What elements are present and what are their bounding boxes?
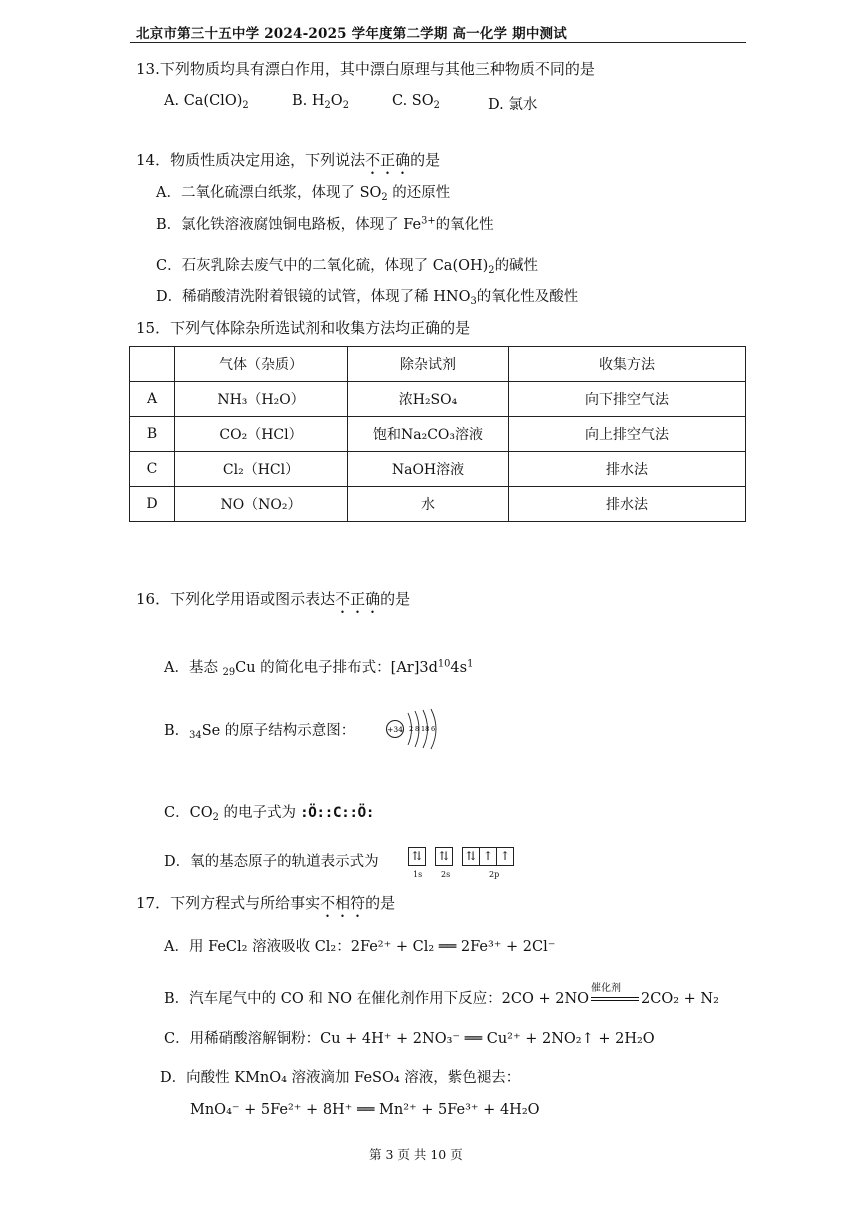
q13-stem: 13.下列物质均具有漂白作用，其中漂白原理与其他三种物质不同的是: [136, 60, 595, 78]
q13-option-b: B. $H_2O_2$: [292, 93, 349, 111]
row-label: D: [130, 487, 175, 522]
q15-table: [129, 346, 746, 522]
reagent-cell: NaOH溶液: [348, 452, 509, 487]
method-cell: 排水法: [509, 452, 746, 487]
q16-option-c: C．$CO_2$ 的电子式为 :Ö::C::Ö:: [164, 805, 375, 823]
q13-option-c: C. $SO_2$: [392, 93, 440, 111]
row-label: B: [130, 417, 175, 452]
method-cell: 向上排空气法: [509, 417, 746, 452]
table-header-cell: 收集方法: [509, 347, 746, 382]
q16-option-a: A．基态 $_{29}$Cu 的简化电子排布式：$[Ar]3d^{10}4s^1$: [164, 658, 474, 678]
q17-stem: 17．下列方程式与所给事实不相符的是: [136, 894, 396, 912]
gas-cell: NH₃（H₂O）: [175, 382, 348, 417]
method-cell: 向下排空气法: [509, 382, 746, 417]
shell-count: 8: [415, 725, 420, 733]
co2-electron-formula: :Ö::C::Ö:: [299, 805, 375, 821]
table-row: [130, 487, 746, 522]
reagent-cell: 饱和Na₂CO₃溶液: [348, 417, 509, 452]
gas-cell: NO（NO₂）: [175, 487, 348, 522]
shell-count: 2: [409, 725, 414, 733]
table-header-cell: [130, 347, 175, 382]
orbital-box: ↑: [496, 847, 514, 866]
exam-header: 北京市第三十五中学 2024-2025 学年度第二学期 高一化学 期中测试: [136, 26, 567, 42]
q14-option-d: D．稀硝酸清洗附着银镜的试管，体现了稀 $HNO_3$的氧化性及酸性: [156, 289, 579, 307]
table-row: [130, 382, 746, 417]
oxygen-orbital-diagram: [408, 846, 513, 866]
table-header-cell: 除杂试剂: [348, 347, 509, 382]
q16-option-b: B．$_{34}$Se 的原子结构示意图：: [164, 723, 356, 741]
shell-count: 6: [431, 725, 436, 733]
table-row: [130, 417, 746, 452]
nucleus-charge: +34: [387, 725, 403, 734]
q16-option-d: D．氧的基态原子的轨道表示式为: [164, 854, 379, 870]
q17-option-a: A．用 FeCl₂ 溶液吸收 Cl₂：2Fe²⁺ + Cl₂ ══ 2Fe³⁺ + 2Cl⁻: [164, 939, 556, 955]
q17-option-d-equation: MnO₄⁻ + 5Fe²⁺ + 8H⁺ ══ Mn²⁺ + 5Fe³⁺ + 4H₂O: [190, 1102, 540, 1118]
row-label: C: [130, 452, 175, 487]
row-label: A: [130, 382, 175, 417]
q14-stem: 14．物质性质决定用途，下列说法不正确的是: [136, 151, 441, 169]
shell-count: 18: [421, 725, 430, 733]
orbital-box: ⇅: [462, 847, 480, 866]
orbital-box: ⇅: [408, 847, 426, 866]
gas-cell: Cl₂（HCl）: [175, 452, 348, 487]
q16-stem: 16．下列化学用语或图示表达不正确的是: [136, 590, 411, 608]
table-header-row: [130, 347, 746, 382]
se-atomic-structure-diagram: [384, 707, 444, 751]
reagent-cell: 浓H₂SO₄: [348, 382, 509, 417]
table-header-cell: 气体（杂质）: [175, 347, 348, 382]
q17-option-d: D．向酸性 KMnO₄ 溶液滴加 FeSO₄ 溶液，紫色褪去：: [160, 1070, 521, 1086]
q14-option-c: C．石灰乳除去废气中的二氧化硫，体现了 $Ca(OH)_2$的碱性: [156, 258, 539, 276]
orbital-label-1s: 1s: [413, 870, 423, 879]
q13-option-a: A. $Ca(ClO)_2$: [164, 93, 249, 111]
orbital-label-2p: 2p: [489, 870, 500, 879]
catalyst-label: 催化剂: [591, 983, 622, 994]
orbital-label-2s: 2s: [441, 870, 451, 879]
orbital-box: ↑: [479, 847, 497, 866]
method-cell: 排水法: [509, 487, 746, 522]
header-rule: [130, 42, 746, 43]
gas-cell: CO₂（HCl）: [175, 417, 348, 452]
orbital-box: ⇅: [435, 847, 453, 866]
q15-stem: 15．下列气体除杂所选试剂和收集方法均正确的是: [136, 319, 471, 337]
q13-option-d: D. 氯水: [488, 97, 538, 113]
table-row: [130, 452, 746, 487]
q17-option-b: B．汽车尾气中的 CO 和 NO 在催化剂作用下反应：2CO + 2NO 催化剂 2CO₂ + N₂: [164, 987, 719, 1008]
q14-option-b: B．氯化铁溶液腐蚀铜电路板，体现了 $Fe^{3+}$的氧化性: [156, 215, 494, 233]
q17-option-c: C．用稀硝酸溶解铜粉：Cu + 4H⁺ + 2NO₃⁻ ══ Cu²⁺ + 2NO₂↑ + 2H₂O: [164, 1031, 655, 1047]
page-number: 第 3 页 共 10 页: [369, 1147, 463, 1162]
q14-option-a: A．二氧化硫漂白纸浆，体现了 $SO_2$ 的还原性: [156, 185, 451, 203]
reagent-cell: 水: [348, 487, 509, 522]
